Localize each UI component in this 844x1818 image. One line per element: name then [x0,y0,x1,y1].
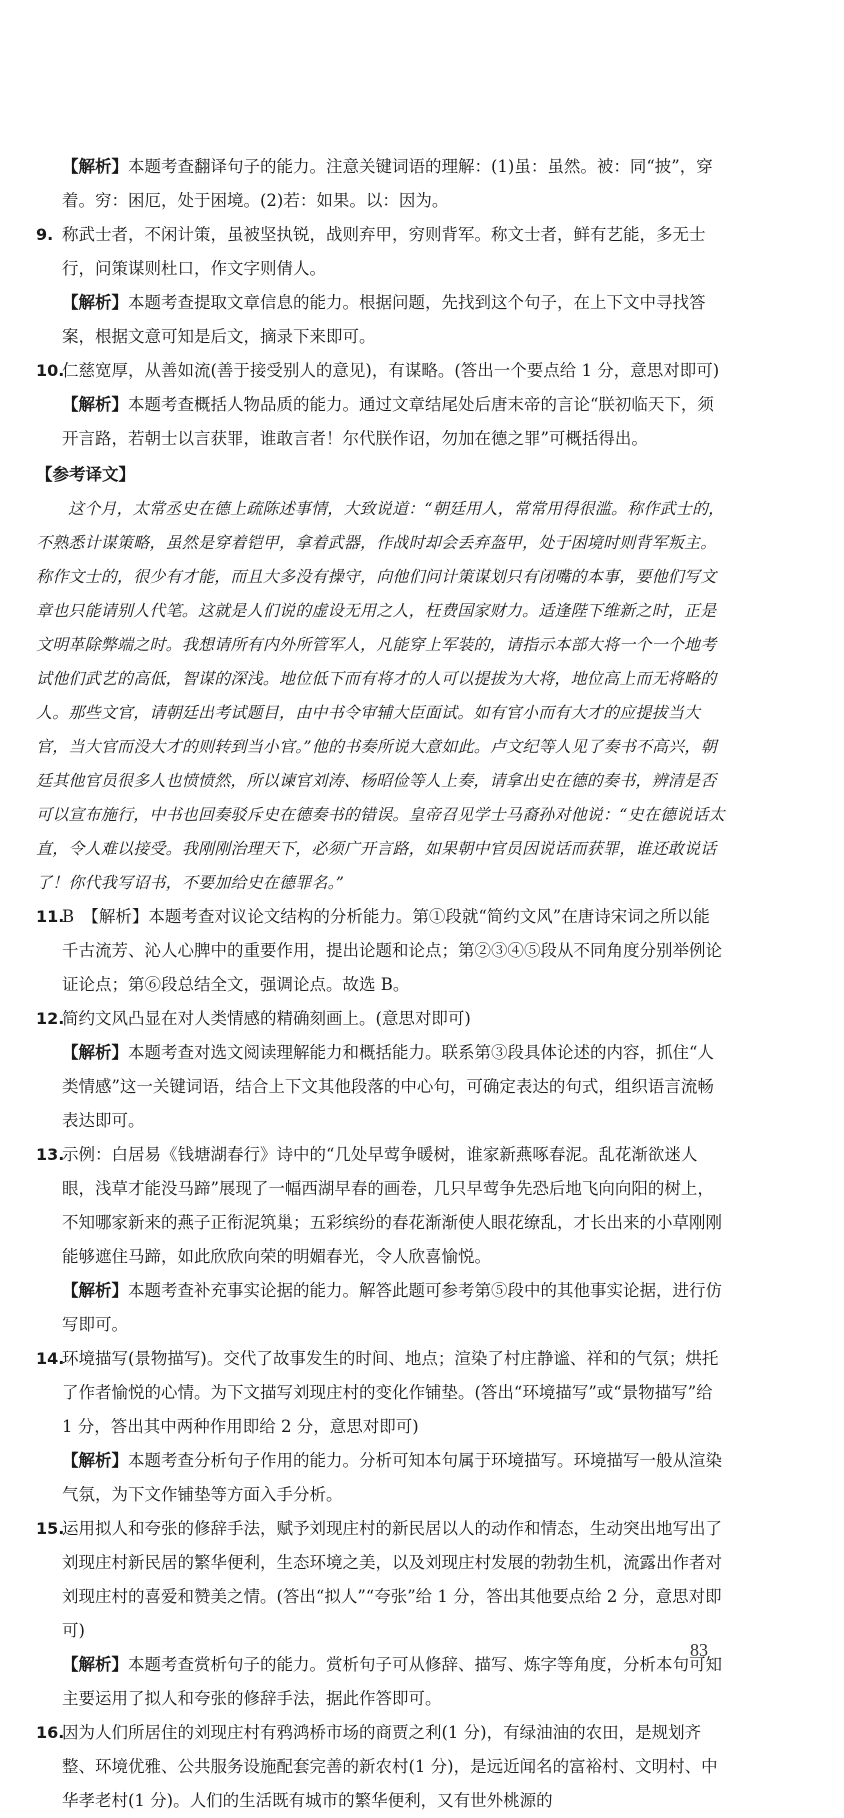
answer-item [36,1138,726,1274]
answer-text: 示例：白居易《钱塘湖春行》诗中的“几处早莺争暖树，谁家新燕啄春泥。乱花渐欲迷人眼，浅草才能没马蹄”展现了一幅西湖早春的画卷，几只早莺争先恐后地飞向向阳的树上，不知哪家新来的燕子正衔泥筑巢；五彩缤纷的春花渐渐使人眼花缭乱，才长出来的小草刚刚能够遮住马蹄，如此欣欣向荣的明媚春光，令人欣喜愉悦。 [62,1145,722,1266]
analysis-text: 本题考查概括人物品质的能力。通过文章结尾处后唐末帝的言论“朕初临天下，须开言路，若朝士以言获罪，谁敢言者！尔代朕作诏，勿加在德之罪”可概括得出。 [62,395,714,448]
analysis-text: 本题考查分析句子作用的能力。分析可知本句属于环境描写。环境描写一般从渲染气氛，为下文作铺垫等方面入手分析。 [62,1451,722,1504]
answer-text: 运用拟人和夸张的修辞手法，赋予刘现庄村的新民居以人的动作和情态，生动突出地写出了刘现庄村新民居的繁华便利，生态环境之美，以及刘现庄村发展的勃勃生机，流露出作者对刘现庄村的喜爱和赞美之情。(答出“拟人”“夸张”给 1 分，答出其他要点给 2 分，意思对即可) [62,1519,722,1640]
question-number: 11. [36,907,65,926]
answer-text: 环境描写(景物描写)。交代了故事发生的时间、地点；渲染了村庄静谧、祥和的气氛；烘托了作者愉悦的心情。为下文描写刘现庄村的变化作铺垫。(答出“环境描写”或“景物描写”给 1 分，答出其中两种作用即给 2 分，意思对即可) [62,1349,719,1436]
question-number: 14. [36,1349,65,1368]
analysis-tag: 【解析】 [62,293,128,312]
question-number: 10. [36,361,65,380]
analysis-paragraph [36,286,726,354]
answer-text: 称武士者，不闲计策，虽被坚执锐，战则弃甲，穷则背军。称文士者，鲜有艺能，多无士行，问策谋则杜口，作文字则倩人。 [62,225,706,278]
analysis-paragraph [36,150,726,218]
answer-item [36,218,726,286]
answer-text: B 【解析】本题考查对议论文结构的分析能力。第①段就“简约文风”在唐诗宋词之所以能千古流芳、沁人心脾中的重要作用，提出论题和论点；第②③④⑤段从不同角度分别举例论证论点；第⑥段总结全文，强调论点。故选 B。 [62,907,722,994]
analysis-tag: 【解析】 [62,1451,128,1470]
answer-item [36,1342,726,1444]
analysis-paragraph [36,1444,726,1512]
analysis-tag: 【解析】 [62,157,128,176]
answer-content [36,150,726,1818]
analysis-text: 本题考查对选文阅读理解能力和概括能力。联系第③段具体论述的内容，抓住“人类情感”这一关键词语，结合上下文其他段落的中心句，可确定表达的句式，组织语言流畅表达即可。 [62,1043,714,1130]
translation-heading: 【参考译文】 [36,465,135,484]
analysis-paragraph [36,388,726,456]
answer-text: 仁慈宽厚，从善如流(善于接受别人的意见)，有谋略。(答出一个要点给 1 分，意思对即可) [62,361,720,380]
answer-item [36,354,726,388]
answer-text: 因为人们所居住的刘现庄村有鸦鸿桥市场的商贾之利(1 分)，有绿油油的农田，是规划齐整、环境优雅、公共服务设施配套完善的新农村(1 分)，是远近闻名的富裕村、文明村、中华孝老村(1 分)。人们的生活既有城市的繁华便利，又有世外桃源的 [62,1723,718,1810]
analysis-paragraph [36,1036,726,1138]
question-number: 12. [36,1009,65,1028]
analysis-text: 本题考查翻译句子的能力。注意关键词语的理解：(1)虽：虽然。被：同“披”，穿着。穷：困厄，处于困境。(2)若：如果。以：因为。 [62,157,713,210]
question-number: 15. [36,1519,65,1538]
analysis-text: 本题考查补充事实论据的能力。解答此题可参考第⑤段中的其他事实论据，进行仿写即可。 [62,1281,722,1334]
analysis-tag: 【解析】 [62,1281,128,1300]
translation-paragraph: 这个月，太常丞史在德上疏陈述事情，大致说道：“朝廷用人，常常用得很滥。称作武士的，不熟悉计谋策略，虽然是穿着铠甲，拿着武器，作战时却会丢弃盔甲，处于困境时则背军叛主。称作文士的，很少有才能，而且大多没有操守，向他们问计策谋划只有闭嘴的本事，要他们写文章也只能请别人代笔。这就是人们说的虚设无用之人，枉费国家财力。适逢陛下维新之时，正是文明革除弊端之时。我想请所有内外所管军人，凡能穿上军装的，请指示本部大将一个一个地考试他们武艺的高低，智谋的深浅。地位低下而有将才的人可以提拔为大将，地位高上而无将略的人。那些文官，请朝廷出考试题目，由中书令审辅大臣面试。如有官小而有大才的应提拔当大官，当大官而没大才的则转到当小官。”他的书奏所说大意如此。卢文纪等人见了奏书不高兴，朝廷其他官员很多人也愤愤然，所以谏官刘涛、杨昭俭等人上奏，请拿出史在德的奏书，辨清是否可以宣布施行，中书也回奏驳斥史在德奏书的错误。皇帝召见学士马裔孙对他说：“史在德说话太直，令人难以接受。我刚刚治理天下，必须广开言路，如果朝中官员因说话而获罪，谁还敢说话了！你代我写诏书，不要加给史在德罪名。” [36,499,725,892]
analysis-tag: 【解析】 [62,1043,128,1062]
analysis-paragraph [36,1274,726,1342]
analysis-text: 本题考查赏析句子的能力。赏析句子可从修辞、描写、炼字等角度，分析本句可知主要运用了拟人和夸张的修辞手法，据此作答即可。 [62,1655,722,1708]
page-number: 83 [690,1640,708,1660]
analysis-tag: 【解析】 [62,395,128,414]
analysis-tag: 【解析】 [62,1655,128,1674]
answer-item [36,1512,726,1648]
analysis-paragraph [36,1648,726,1716]
answer-item [36,1716,726,1818]
answer-item [36,1002,726,1036]
answer-item [36,900,726,1002]
answer-text: 简约文风凸显在对人类情感的精确刻画上。(意思对即可) [62,1009,471,1028]
question-number: 16. [36,1723,65,1742]
question-number: 9. [36,225,54,244]
question-number: 13. [36,1145,65,1164]
analysis-text: 本题考查提取文章信息的能力。根据问题，先找到这个句子，在上下文中寻找答案，根据文意可知是后文，摘录下来即可。 [62,293,706,346]
